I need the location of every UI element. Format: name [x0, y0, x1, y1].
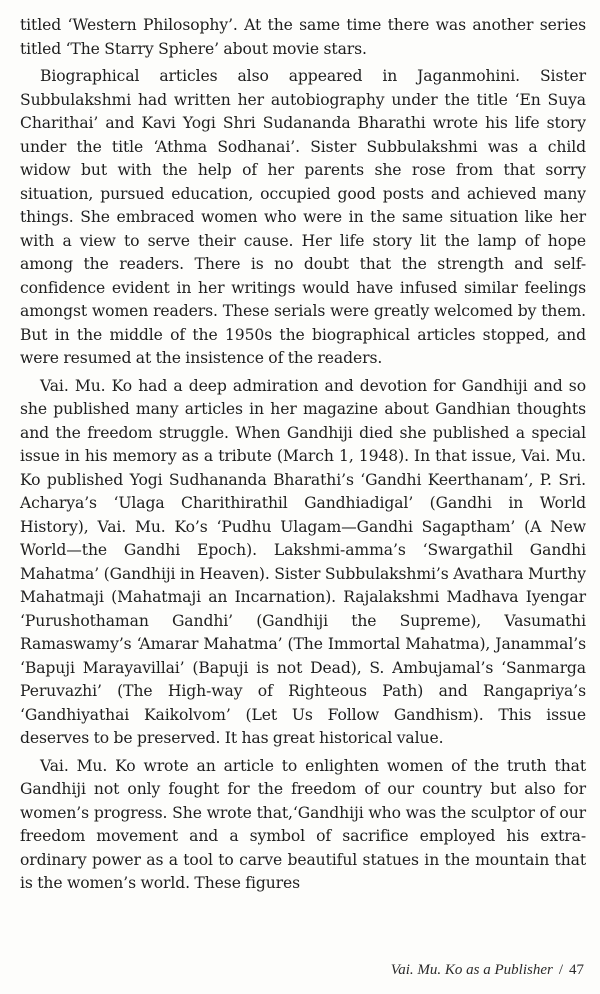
page-footer	[391, 962, 584, 979]
paragraph-continuation: titled ‘Western Philosophy’. At the same time there was another series titled ‘The Starry Sphere’ about movie stars.	[20, 16, 586, 58]
footer-separator: /	[558, 962, 563, 978]
paragraph-gandhi-special-issue: Vai. Mu. Ko had a deep admiration and devotion for Gandhiji and so she published many articles in her magazine about Gandhian thoughts and the freedom struggle. When Gandhiji died she published a special issue in his memory as a tribute (March 1, 1948). In that issue, Vai. Mu. Ko published Yogi Sudhananda Bharathi’s ‘Gandhi Keerthanam’, P. Sri. Acharya’s ‘Ulaga Charithirathil Gandhiadigal’ (Gandhi in World History), Vai. Mu. Ko’s ‘Pudhu Ulagam—Gandhi Sagaptham’ (A New World—the Gandhi Epoch). Lakshmi-amma’s ‘Swargathil Gandhi Mahatma’ (Gandhiji in Heaven). Sister Subbulakshmi’s Avathara Murthy Mahatmaji (Mahatmaji an Incarnation). Rajalakshmi Madhava Iyengar ‘Purushothaman Gandhi’ (Gandhiji the Supreme), Vasumathi Ramaswamy’s ‘Amarar Mahatma’ (The Immortal Mahatma), Janammal’s ‘Bapuji Marayavillai’ (Bapuji is not Dead), S. Ambujamal’s ‘Sanmarga Peruvazhi’ (The High-way of Righteous Path) and Rangapriya’s ‘Gandhiyathai Kaikolvom’ (Let Us Follow Gandhism). This issue deserves to be preserved. It has great historical value.	[20, 376, 586, 747]
paragraph-biographical-articles: Biographical articles also appeared in Jaganmohini. Sister Subbulakshmi had written her autobiography under the title ‘En Suya Charithai’ and Kavi Yogi Shri Sudananda Bharathi wrote his life story under the title ‘Athma Sodhanai’. Sister Subbulakshmi was a child widow but with the help of her parents she rose from that sorry situation, pursued education, occupied good posts and achieved many things. She embraced women who were in the same situation like her with a view to serve their cause. Her life story lit the lamp of hope among the readers. There is no doubt that the strength and self-confidence evident in her writings would have infused similar feelings amongst women readers. These serials were greatly welcomed by them. But in the middle of the 1950s the biographical articles stopped, and were resumed at the insistence of the readers.	[20, 67, 586, 367]
paragraph-women-progress: Vai. Mu. Ko wrote an article to enlighten women of the truth that Gandhiji not only fought for the freedom of our country but also for women’s progress. She wrote that,‘Gandhiji who was the sculptor of our freedom movement and a symbol of sacrifice employed his extra-ordinary power as a tool to carve beautiful statues in the mountain that is the women’s world. These figures	[20, 756, 586, 892]
body-text	[20, 14, 586, 900]
page-number: 47	[569, 962, 584, 978]
running-title: Vai. Mu. Ko as a Publisher	[390, 962, 553, 978]
